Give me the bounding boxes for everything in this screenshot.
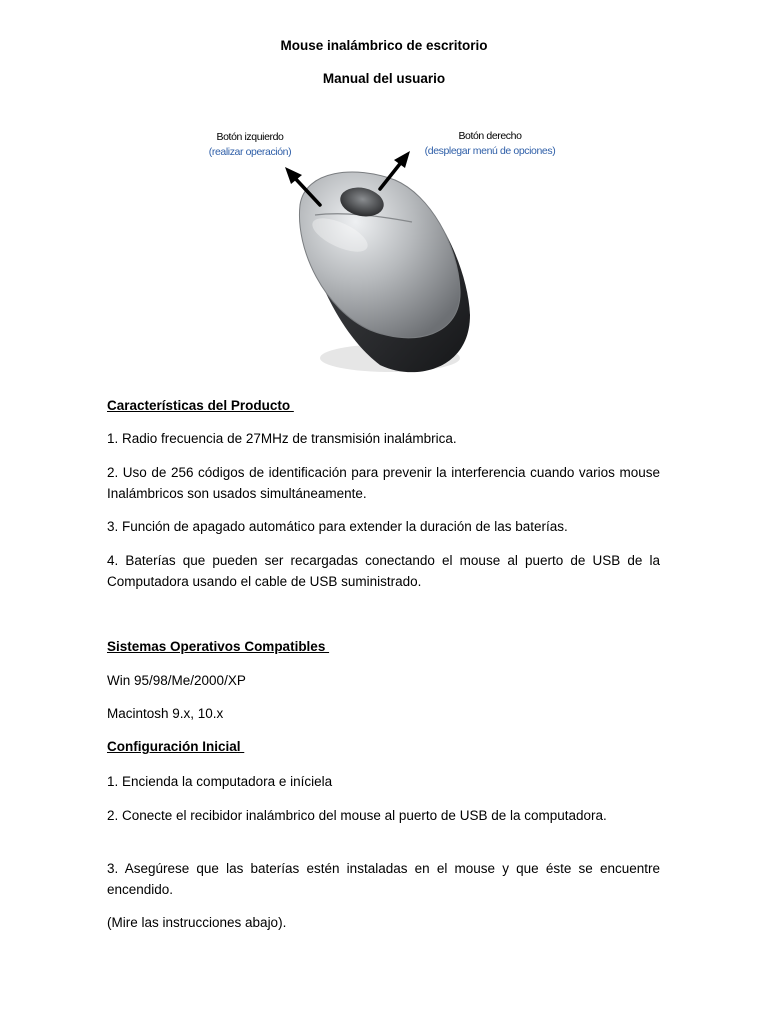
setup-item-1: 1. Encienda la computadora e iníciela [107,774,333,789]
document-title: Mouse inalámbrico de escritorio [280,38,488,53]
os-item-windows: Win 95/98/Me/2000/XP [107,673,246,688]
feature-item-4: 4. Baterías que pueden ser recargadas conectando el mouse al puerto de USB de la Computadora usando el cable de USB suministrado. [107,553,660,589]
right-button-label: Botón derecho [458,130,522,142]
features-heading: Características del Producto [107,398,294,413]
setup-item-2: 2. Conecte el recibidor inalámbrico del mouse al puerto de USB de la computadora. [107,808,607,823]
right-button-callout [415,129,565,159]
feature-item-1: 1. Radio frecuencia de 27MHz de transmisión inalámbrica. [107,431,457,446]
left-button-label: Botón izquierdo [216,131,284,143]
mouse-figure [190,120,590,380]
setup-item-3: 3. Asegúrese que las baterías estén instaladas en el mouse y que éste se encuentre encendido. [107,861,660,897]
left-button-callout [190,130,310,160]
setup-heading: Configuración Inicial [107,739,245,754]
right-button-note: (desplegar menú de opciones) [424,145,556,157]
feature-item-2: 2. Uso de 256 códigos de identificación para prevenir la interferencia cuando varios mouse Inalámbricos son usados simultáneamente. [107,465,660,501]
feature-item-3: 3. Función de apagado automático para extender la duración de las baterías. [107,519,568,534]
setup-item-4: (Mire las instrucciones abajo). [107,915,287,930]
document-subtitle: Manual del usuario [322,71,446,86]
left-button-note: (realizar operación) [208,146,292,158]
right-arrowhead [394,151,410,168]
os-item-macintosh: Macintosh 9.x, 10.x [107,706,224,721]
os-heading: Sistemas Operativos Compatibles [107,639,330,654]
